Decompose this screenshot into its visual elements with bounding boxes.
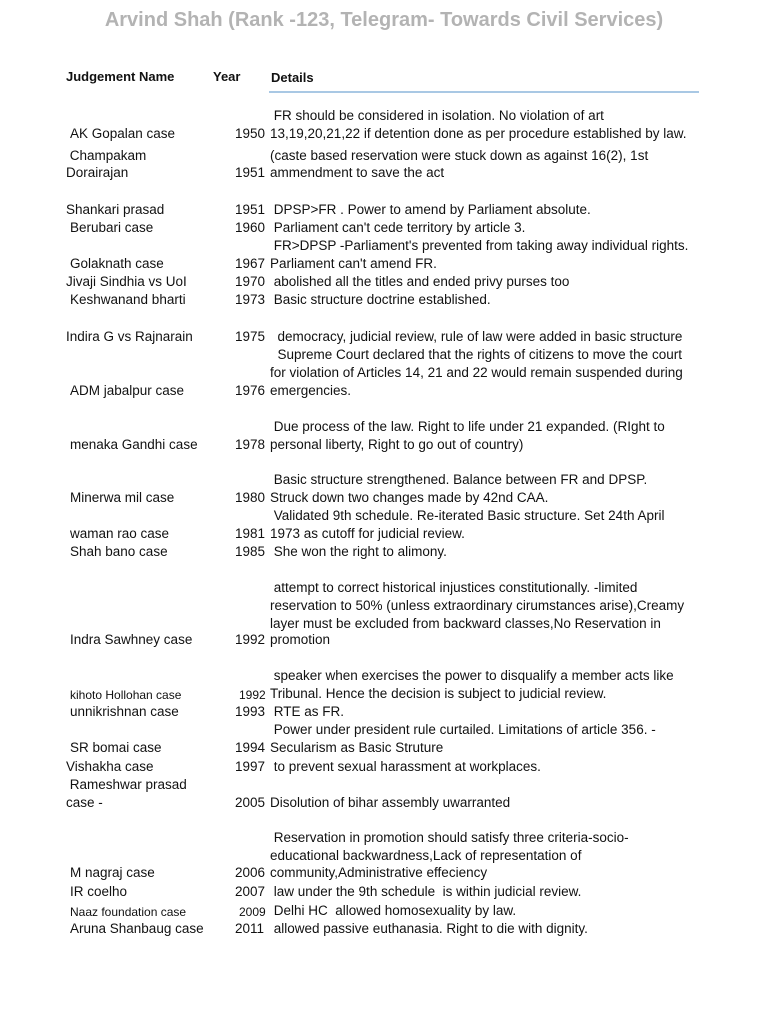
case-year: 2011 <box>235 921 265 936</box>
case-year: 1970 <box>235 274 266 289</box>
case-name: Indra Sawhney case <box>70 632 193 647</box>
details-line: attempt to correct historical injustices constitutionally. -limited <box>270 580 638 595</box>
header-year: Year <box>213 69 241 84</box>
header-underline <box>269 91 699 93</box>
case-year: 1992 <box>235 632 266 647</box>
details-line: (caste based reservation were stuck down as against 16(2), 1st <box>270 148 649 163</box>
details-line: for violation of Articles 14, 21 and 22 would remain suspended during <box>270 365 683 380</box>
case-name: Berubari case <box>70 220 154 235</box>
details-line: emergencies. <box>270 383 352 398</box>
details-line: ammendment to save the act <box>270 165 445 180</box>
case-year: 1973 <box>235 292 266 307</box>
header-judgement-name: Judgement Name <box>66 69 175 84</box>
details-line: to prevent sexual harassment at workplaces. <box>270 759 541 774</box>
details-line: Struck down two changes made by 42nd CAA. <box>270 490 549 505</box>
details-line: Delhi HC allowed homosexuality by law. <box>270 903 517 918</box>
case-name: Indira G vs Rajnarain <box>66 329 193 344</box>
case-name: Vishakha case <box>66 759 154 774</box>
case-name: kihoto Hollohan case <box>70 688 182 702</box>
case-year: 1950 <box>235 126 266 141</box>
case-year: 1951 <box>235 165 266 180</box>
details-line: community,Administrative effeciency <box>270 865 488 880</box>
details-line: DPSP>FR . Power to amend by Parliament absolute. <box>270 202 591 217</box>
case-name: Rameshwar prasad <box>66 777 187 792</box>
details-line: democracy, judicial review, rule of law were added in basic structure <box>270 329 683 344</box>
case-name: Jivaji Sindhia vs UoI <box>66 274 187 289</box>
details-line: FR>DPSP -Parliament's prevented from taking away individual rights. <box>270 238 689 253</box>
details-line: Parliament can't cede territory by article 3. <box>270 220 526 235</box>
case-year: 1967 <box>235 256 266 271</box>
case-name: Minerwa mil case <box>70 490 175 505</box>
case-year: 2006 <box>235 865 266 880</box>
case-year: 1992 <box>239 688 266 702</box>
case-name: SR bomai case <box>70 740 162 755</box>
case-year: 1951 <box>235 202 266 217</box>
case-year: 1981 <box>235 526 266 541</box>
details-line: allowed passive euthanasia. Right to die with dignity. <box>270 921 588 936</box>
case-name: Naaz foundation case <box>70 905 187 919</box>
details-line: promotion <box>270 632 331 647</box>
case-name: waman rao case <box>70 526 170 541</box>
header-details: Details <box>271 70 314 85</box>
details-line: Basic structure strengthened. Balance between FR and DPSP. <box>270 472 648 487</box>
case-year: 1975 <box>235 329 266 344</box>
details-line: Supreme Court declared that the rights of citizens to move the court <box>270 347 682 362</box>
case-year: 1985 <box>235 544 266 559</box>
case-name: IR coelho <box>70 884 128 899</box>
details-line: educational backwardness,Lack of representation of <box>270 848 582 863</box>
case-year: 2007 <box>235 884 266 899</box>
case-name: Golaknath case <box>70 256 164 271</box>
details-line: Tribunal. Hence the decision is subject to judicial review. <box>270 686 607 701</box>
details-line: Validated 9th schedule. Re-iterated Basic structure. Set 24th April <box>270 508 665 523</box>
case-year: 1978 <box>235 437 266 452</box>
case-name: AK Gopalan case <box>70 126 176 141</box>
case-year: 1976 <box>235 383 266 398</box>
case-year: 1994 <box>235 740 266 755</box>
details-line: abolished all the titles and ended privy purses too <box>270 274 570 289</box>
case-year: 2009 <box>239 905 266 919</box>
details-line: RTE as FR. <box>270 704 345 719</box>
case-year: 1960 <box>235 220 266 235</box>
details-line: speaker when exercises the power to disqualify a member acts like <box>270 668 674 683</box>
case-name: Shah bano case <box>70 544 168 559</box>
details-line: Reservation in promotion should satisfy three criteria-socio- <box>270 830 629 845</box>
details-line: She won the right to alimony. <box>270 544 447 559</box>
case-name: menaka Gandhi case <box>70 437 198 452</box>
case-year: 1997 <box>235 759 266 774</box>
case-name: unnikrishnan case <box>70 704 179 719</box>
case-name: Shankari prasad <box>66 202 165 217</box>
case-name: ADM jabalpur case <box>70 383 185 398</box>
details-line: Parliament can't amend FR. <box>270 256 437 271</box>
case-year: 1980 <box>235 490 266 505</box>
case-name: Aruna Shanbaug case <box>70 921 204 936</box>
case-name: Keshwanand bharti <box>70 292 186 307</box>
details-line: layer must be excluded from backward classes,No Reservation in <box>270 616 661 631</box>
details-line: Disolution of bihar assembly uwarranted <box>270 795 511 810</box>
details-line: reservation to 50% (unless extraordinary cirumstances arise),Creamy <box>270 598 685 613</box>
details-line: Due process of the law. Right to life under 21 expanded. (RIght to <box>270 419 665 434</box>
details-line: Secularism as Basic Struture <box>270 740 444 755</box>
details-line: Basic structure doctrine established. <box>270 292 491 307</box>
case-year: 1993 <box>235 704 266 719</box>
details-line: 1973 as cutoff for judicial review. <box>270 526 465 541</box>
page-title: Arvind Shah (Rank -123, Telegram- Towards Civil Services) <box>104 9 664 31</box>
details-line: FR should be considered in isolation. No violation of art <box>270 108 604 123</box>
case-name: M nagraj case <box>70 865 155 880</box>
details-line: personal liberty, Right to go out of country) <box>270 437 524 452</box>
case-year: 2005 <box>235 795 266 810</box>
details-line: Power under president rule curtailed. Limitations of article 356. - <box>270 722 656 737</box>
case-name: Dorairajan <box>66 165 129 180</box>
case-name: Champakam <box>66 148 147 163</box>
details-line: 13,19,20,21,22 if detention done as per procedure established by law. <box>270 126 687 141</box>
case-name: case - <box>66 795 103 810</box>
details-line: law under the 9th schedule is within judicial review. <box>270 884 582 899</box>
